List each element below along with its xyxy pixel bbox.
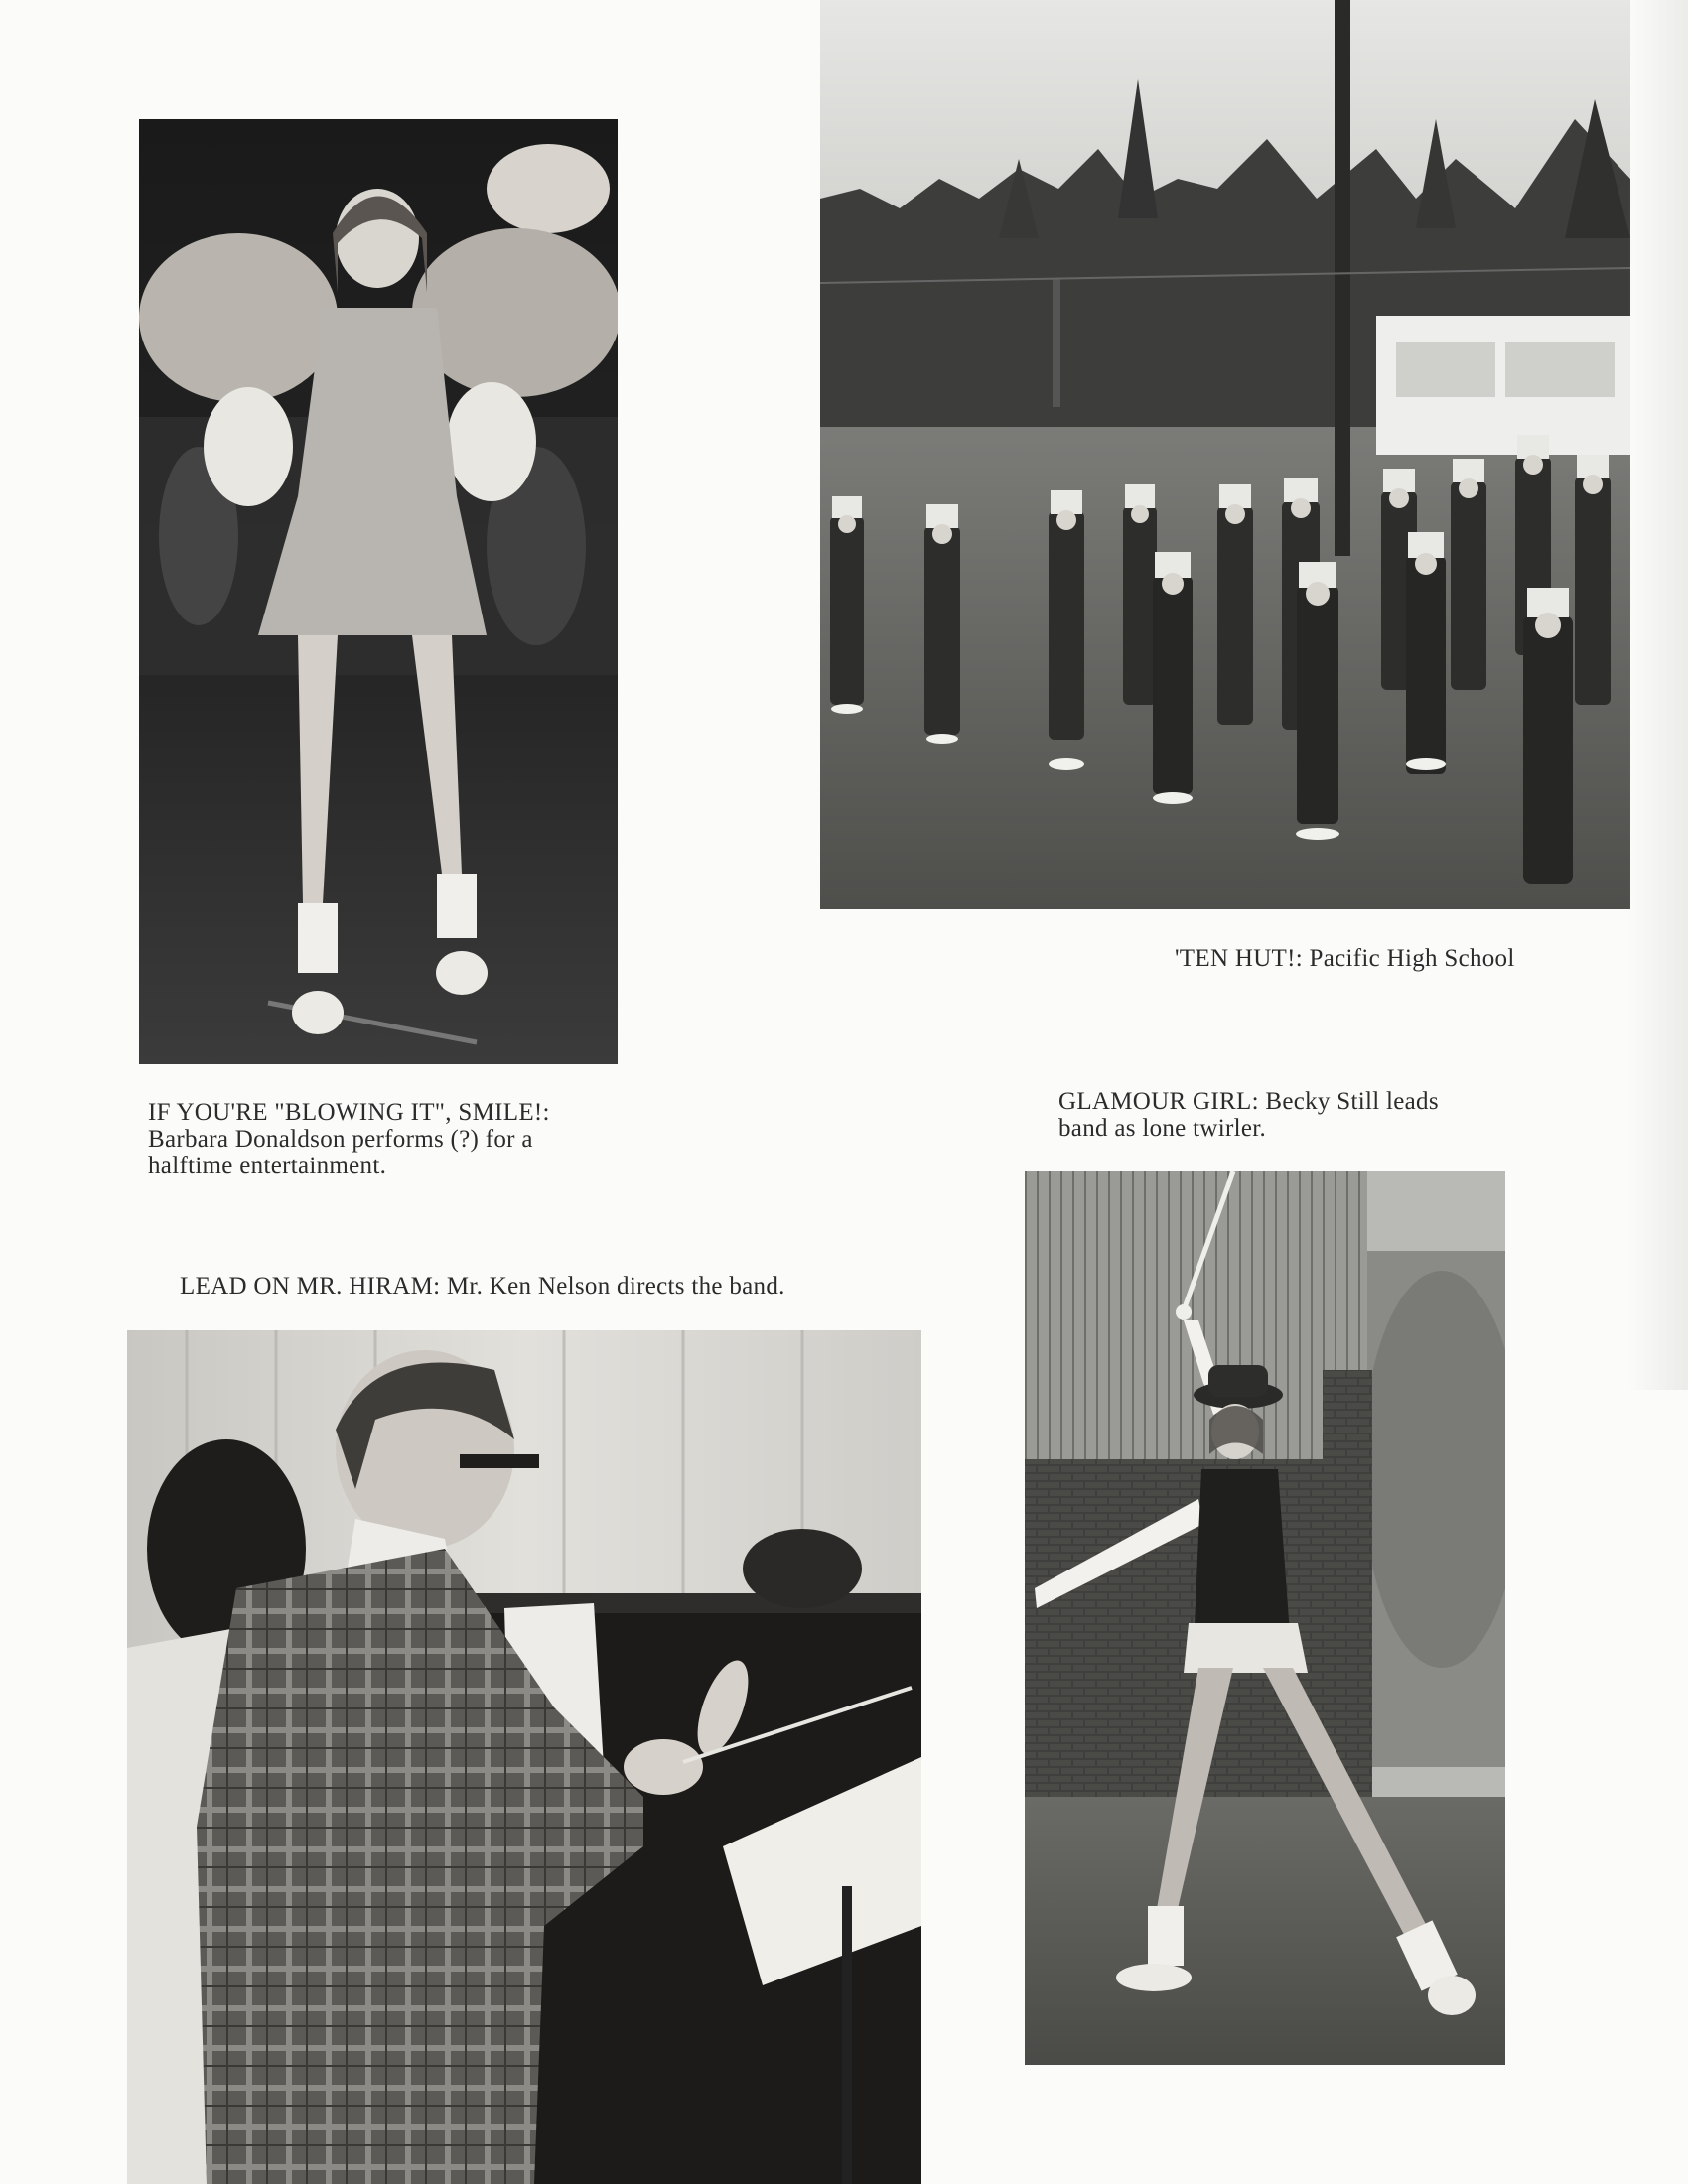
band-caption [1175, 945, 1515, 972]
cheerleader-caption-line-3: halftime entertainment. [148, 1153, 387, 1179]
band-director-photo [127, 1330, 921, 2184]
band-caption-text: 'TEN HUT!: Pacific High School [1175, 945, 1515, 972]
twirler-caption-line-2: band as lone twirler. [1058, 1115, 1267, 1142]
twirler-caption [1058, 1088, 1439, 1142]
cheerleader-caption-line-1: IF YOU'RE "BLOWING IT", SMILE!: [148, 1099, 550, 1126]
director-caption [180, 1273, 785, 1299]
director-caption-text: LEAD ON MR. HIRAM: Mr. Ken Nelson directs the band. [180, 1273, 785, 1299]
marching-band-photo [820, 0, 1630, 909]
twirler-photo [1025, 1171, 1505, 2065]
twirler-caption-line-1: GLAMOUR GIRL: Becky Still leads [1058, 1088, 1439, 1115]
cheerleader-caption-line-2: Barbara Donaldson performs (?) for a [148, 1126, 533, 1153]
cheerleader-caption [148, 1099, 550, 1179]
cheerleader-photo [139, 119, 618, 1064]
page-edge-shadow [1628, 0, 1688, 1390]
